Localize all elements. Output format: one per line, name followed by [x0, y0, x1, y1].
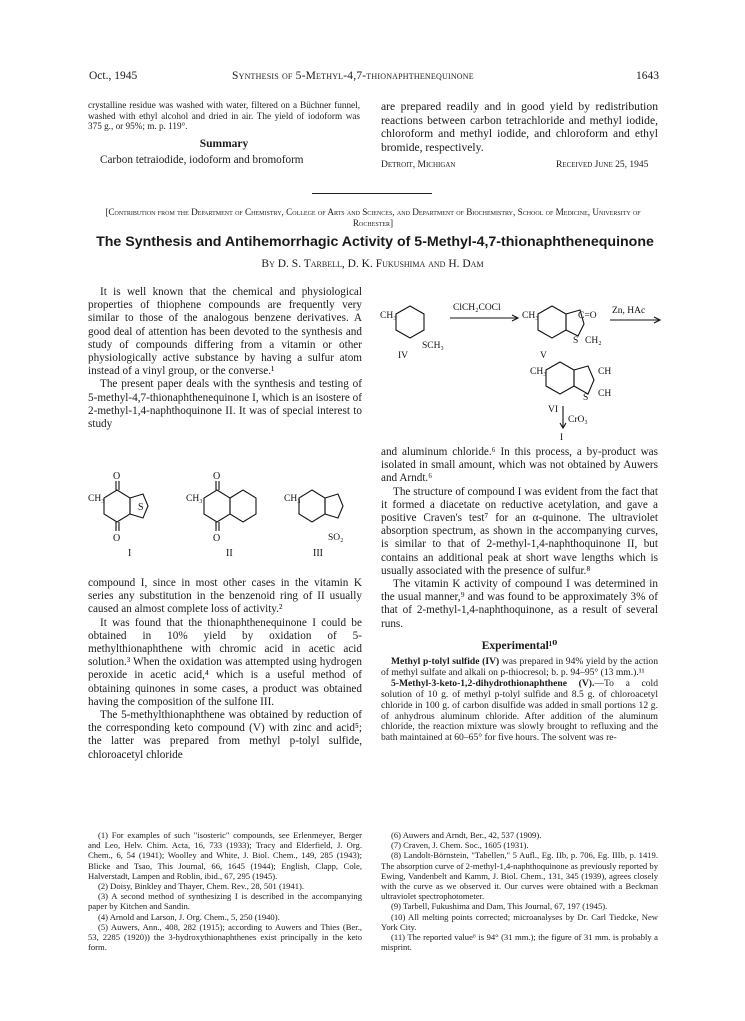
- footnotes-right: [381, 830, 658, 952]
- para-reduction: The 5-methylthionaphthene was obtained by reduction of the corresponding keto compound (V) with zinc and acid⁵; the latter was prepared from methyl p-tolyl sulfide, chloroacetyl chloride: [88, 709, 362, 761]
- exp-para-keto: [381, 679, 658, 744]
- structure-II: [186, 471, 256, 559]
- reagent-chloroacetyl: ClCH₂COCl: [453, 303, 501, 313]
- svg-text:SO₂: SO₂: [328, 533, 344, 543]
- svg-text:CH₃: CH₃: [522, 311, 539, 321]
- experimental-heading: Experimental¹⁰: [481, 639, 558, 652]
- para-present-paper: The present paper deals with the synthesis and testing of 5-methyl-4,7-thionaphthenequinone I, which is an isostere of 2-methyl-1,4-naphthoquinone II. It was of special interest to study: [88, 378, 362, 431]
- para-aluminum: and aluminum chloride.⁶ In this process, a by-product was isolated in small amount, which was not obtained by Auwers and Arndt.⁶: [381, 446, 658, 485]
- svg-text:I: I: [128, 548, 132, 559]
- exp-compound-V: 5-Methyl-3-keto-1,2-dihydrothionaphthene (V).: [391, 677, 595, 689]
- footnote-11: (11) The reported value⁶ is 94° (31 mm.); the figure of 31 mm. is probably a misprint.: [381, 932, 658, 953]
- svg-text:V: V: [540, 351, 547, 361]
- footnotes-left: [88, 830, 362, 952]
- footnote-5: (5) Auwers, Ann., 408, 282 (1915); according to Auwers and Thies (Ber., 53, 2285 (1920)) the 3-hydroxythionaphthenes exist principally in the keto form.: [88, 921, 362, 953]
- footnote-10: (10) All melting points corrected; microanalyses by Dr. Carl Tiedcke, New York City.: [381, 911, 658, 932]
- article-title: The Synthesis and Antihemorrhagic Activity of 5-Methyl-4,7-thionaphthenequinone: [96, 234, 654, 250]
- svg-text:S: S: [583, 393, 589, 403]
- reagent-zinc-acid: Zn, HAc: [612, 306, 646, 316]
- summary-heading: Summary: [199, 138, 249, 150]
- svg-text:VI: VI: [548, 405, 559, 415]
- svg-text:I: I: [560, 433, 564, 443]
- left-column-bottom: [88, 577, 362, 762]
- footnote-4: (4) Arnold and Larson, J. Org. Chem., 5, 250 (1940).: [98, 911, 280, 922]
- svg-text:CrO₃: CrO₃: [568, 415, 588, 425]
- footnote-9: (9) Tarbell, Fukushima and Dam, This Journal, 67, 197 (1945).: [391, 901, 608, 912]
- svg-text:CH₃: CH₃: [530, 367, 547, 377]
- svg-text:S: S: [138, 502, 144, 513]
- exp-keto-text: —To a cold solution of 10 g. of methyl p-tolyl sulfide and 8.5 g. of chloroacetyl chloride in 100 g. of carbon disulfide was added in small portions 12 g. of anhydrous aluminum chloride. After addition of the aluminum chloride, the reaction mixture was slowly brought to refluxing and the bath maintained at 60–65° for five hours. The solvent was re-: [381, 677, 658, 744]
- summary-text-right: are prepared readily and in good yield by redistribution reactions between carbon tetrachloride and methyl iodide, chloroform and methyl iodide, and chloroform and ethyl bromide, respectively.: [381, 100, 658, 154]
- byline: By D. S. Tarbell, D. K. Fukushima and H. Dam: [261, 258, 484, 270]
- running-title: Synthesis of 5-Methyl-4,7-thionaphthenequinone: [232, 70, 474, 82]
- separator-rule: [312, 193, 432, 194]
- received-date: Received June 25, 1945: [556, 160, 649, 170]
- svg-text:III: III: [313, 548, 323, 559]
- location: Detroit, Michigan: [381, 160, 456, 170]
- structure-III: [284, 490, 343, 559]
- para-oxidation: It was found that the thionaphthenequinone I could be obtained in 10% yield by oxidation of 5-methylthionaphthene with chromic acid in acetic acid solution.³ When the oxidation was attempted using hydrogen peroxide in acetic acid,⁴ which is a useful method of obtaining quinones in some cases, a product was obtained having the composition of the sulfone III.: [88, 616, 362, 708]
- svg-text:IV: IV: [398, 351, 409, 361]
- footnote-3: (3) A second method of synthesizing I is described in the accompanying paper by Kitchen and Sandin.: [88, 891, 362, 912]
- structures-I-II-III: [88, 468, 362, 580]
- svg-text:C=O: C=O: [578, 311, 597, 321]
- summary-text-left: Carbon tetraiodide, iodoform and bromoform: [100, 154, 304, 166]
- para-vitamin-k: The vitamin K activity of compound I was determined in the usual manner,⁹ and was found to be approximately 3% of that of 2-methyl-1,4-naphthoquinone, as a result of several runs.: [381, 578, 658, 630]
- svg-text:CH₃: CH₃: [284, 494, 301, 504]
- page-number: 1643: [636, 70, 659, 82]
- svg-text:SCH₃: SCH₃: [422, 341, 444, 351]
- svg-text:CH₃: CH₃: [186, 494, 203, 504]
- svg-text:CH: CH: [598, 389, 612, 399]
- svg-text:O: O: [113, 533, 121, 544]
- svg-text:CH: CH: [598, 367, 612, 377]
- svg-text:CH₃: CH₃: [88, 494, 105, 504]
- structure-IV: [380, 306, 444, 361]
- footnote-1: (1) For examples of such "isosteric" compounds, see Erlenmeyer, Berger and Leo, Helv. Chim. Acta, 16, 733 (1933); Tracy and Elderfield, J. Org. Chem., 6, 54 (1941); Woolley and White, J. Biol. Chem., 149, 285 (1943); Blicke and Tsao, This Journal, 66, 1645 (1944); English, Clapp, Cole, Halverstadt, Lampen and Roblin, ibid., 67, 295 (1945).: [88, 830, 362, 881]
- svg-text:CH₂: CH₂: [585, 336, 602, 346]
- experimental-text: [381, 657, 658, 744]
- svg-text:CH₃: CH₃: [380, 311, 397, 321]
- svg-text:O: O: [213, 533, 221, 544]
- right-column: [381, 446, 658, 744]
- para-compound-I: compound I, since in most other cases in the vitamin K series any substitution in the benzenoid ring of II usually caused an almost complete loss of activity.²: [88, 577, 362, 616]
- exp-para-sulfide: [381, 657, 658, 679]
- svg-text:II: II: [226, 548, 233, 559]
- footnote-7: (7) Craven, J. Chem. Soc., 1605 (1931).: [391, 840, 529, 851]
- prev-article-text: crystalline residue was washed with water, filtered on a Büchner funnel, washed with ethyl alcohol and dried in air. The yield of iodoform was 375 g., or 95%; m. p. 119°.: [88, 100, 360, 132]
- structure-VI: [530, 362, 611, 443]
- exp-sulfide-text: was prepared in 94% yield by the action of methyl sulfate and alkali on p-thiocresol; b. p. 94–95° (13 mm.).¹¹: [381, 656, 658, 678]
- structure-V: [522, 306, 602, 361]
- footnote-8: (8) Landolt-Börnstein, "Tabellen," 5 Aufl., Eg. IIb, p. 706, Eg. IIIb, p. 1419. The absorption curve of 2-methyl-1,4-naphthoquinone as previously reported by Ewing, Vandenbelt and Kamm, J. Biol. Chem., 131, 345 (1939), agrees closely with the curve as we observed it. Our curves were obtained with a Beckman ultraviolet spectrophotometer.: [381, 850, 658, 902]
- header-date: Oct., 1945: [89, 70, 138, 82]
- contribution-line: [Contribution from the Department of Chemistry, College of Arts and Sciences, and Department of Biochemistry, School of Medicine, University of Rochester]: [105, 207, 641, 228]
- exp-compound-IV: Methyl p-tolyl sulfide (IV): [391, 656, 500, 668]
- para-structure: The structure of compound I was evident from the fact that it formed a diacetate on reductive acetylation, and gave a positive Craven's test⁷ for an α-quinone. The ultraviolet absorption spectrum, as shown in the accompanying curves, is similar to that of 2-methyl-1,4-naphthoquinone II, but contains an additional peak at short wave lengths which is usually associated with the presence of sulfur.⁸: [381, 485, 658, 577]
- svg-text:S: S: [573, 336, 579, 346]
- para-intro: It is well known that the chemical and physiological properties of thiophene compounds are frequently very similar to those of the analogous benzene derivatives. A good deal of attention has been devoted to the synthesis and study of compounds differing from a vitamin or other physiologically active substance by having a sulfur atom instead of a vinyl group, or the converse.¹: [88, 286, 362, 378]
- reaction-scheme: [380, 296, 666, 446]
- structure-I: [88, 471, 148, 559]
- svg-text:O: O: [213, 471, 221, 482]
- svg-text:O: O: [113, 471, 121, 482]
- footnote-6: (6) Auwers and Arndt, Ber., 42, 537 (1909).: [391, 830, 542, 840]
- left-column-top: [88, 286, 362, 431]
- footnote-2: (2) Doisy, Binkley and Thayer, Chem. Rev., 28, 501 (1941).: [98, 881, 305, 892]
